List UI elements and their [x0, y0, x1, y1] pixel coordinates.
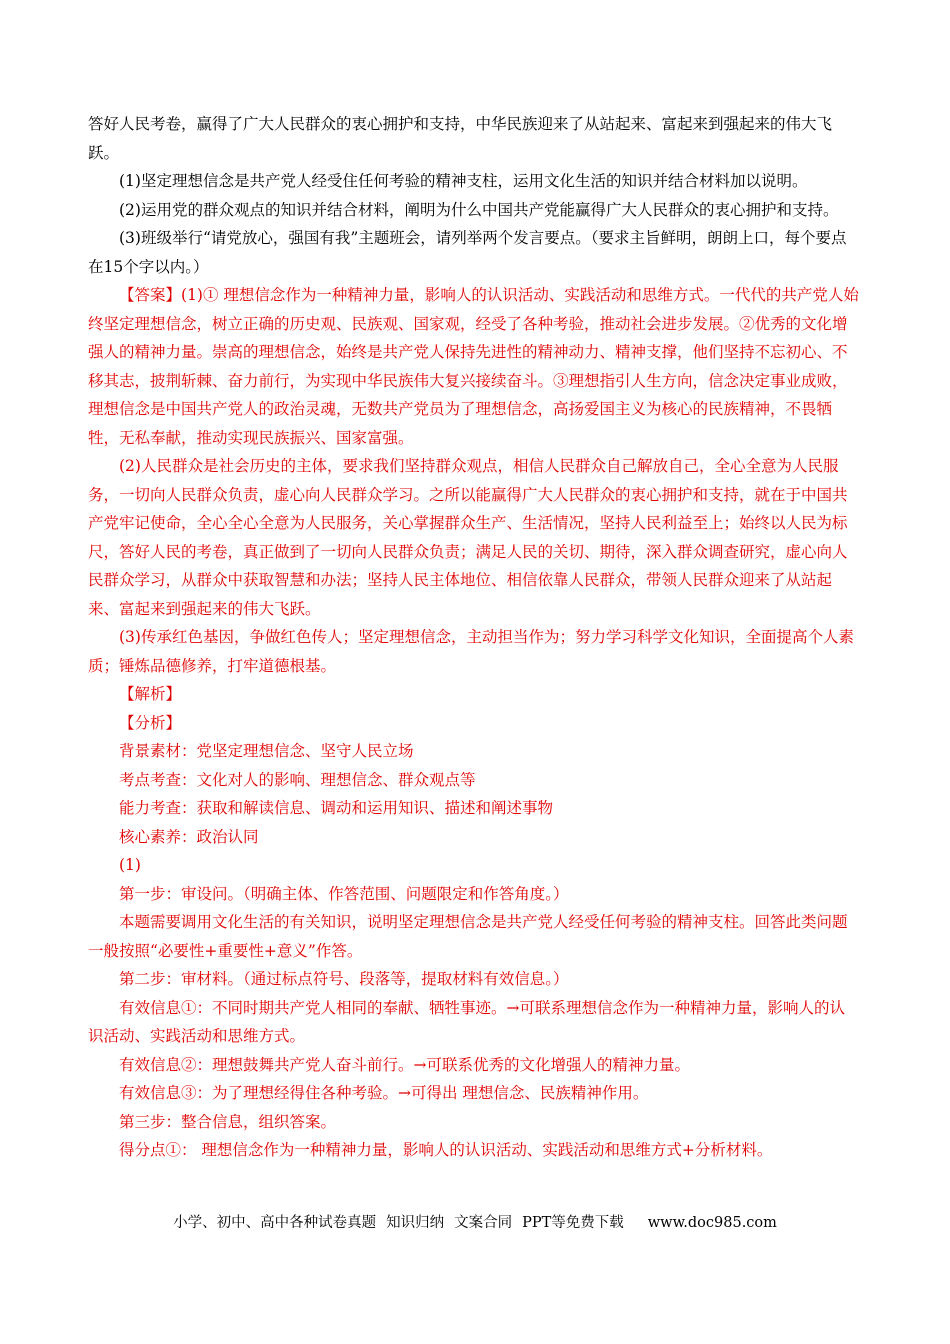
- exam-points: 考点考查：文化对人的影响、理想信念、群众观点等: [119, 770, 476, 789]
- analysis-label: 【解析】: [119, 685, 182, 703]
- step-3: 第三步：整合信息，组织答案。: [119, 1112, 337, 1131]
- step-1-detail: 本题需要调用文化生活的有关知识，说明坚定理想信念是共产党人经受任何考验的精神支柱。回答此类问题一般按照“必要性+重要性+意义”作答。: [88, 913, 848, 960]
- footer-part-2: 知识归纳: [386, 1215, 445, 1231]
- breakdown-label: 【分析】: [119, 713, 182, 732]
- info-3: 有效信息③：为了理想经得住各种考验。→可得出 理想信念、民族精神作用。: [119, 1084, 649, 1102]
- analysis-number-1: (1): [119, 856, 141, 874]
- answer-3: (3)传承红色基因，争做红色传人；坚定理想信念，主动担当作为；努力学习科学文化知识，全面提高个人素质；锤炼品德修养，打牢道德根基。: [88, 628, 854, 675]
- material-tail-line: 答好人民考卷，赢得了广大人民群众的衷心拥护和支持，中华民族迎来了从站起来、富起来到强起来的伟大飞跃。: [88, 115, 833, 162]
- footer-url[interactable]: www.doc985.com: [647, 1215, 777, 1231]
- answer-1-text: (1)① 理想信念作为一种精神力量，影响人的认识活动、实践活动和思维方式。一代代的共产党人始终坚定理想信念，树立正确的历史观、民族观、国家观，经受了各种考验，推动社会进步发展。②优秀的文化增强人的精神力量。崇高的理想信念，始终是共产党人保持先进性的精神动力、精神支撑，他们坚持不忘初心、不移其志，披荆斩棘、奋力前行，为实现中华民族伟大复兴接续奋斗。③理想指引人生方向，信念决定事业成败，理想信念是中国共产党人的政治灵魂，无数共产党员为了理想信念，高扬爱国主义为核心的民族精神，不畏牺牲，无私奉献，推动实现民族振兴、国家富强。: [88, 286, 859, 447]
- answer-label: 【答案】: [119, 286, 182, 304]
- document-body: [88, 110, 860, 1165]
- footer-part-4: PPT等免费下载: [522, 1215, 624, 1231]
- info-1: 有效信息①：不同时期共产党人相同的奉献、牺牲事迹。→可联系理想信念作为一种精神力量，影响人的认识活动、实践活动和思维方式。: [88, 998, 845, 1045]
- question-2: (2)运用党的群众观点的知识并结合材料，阐明为什么中国共产党能赢得广大人民群众的衷心拥护和支持。: [119, 200, 839, 219]
- footer-part-3: 文案合同: [454, 1215, 513, 1231]
- answer-1: [88, 281, 860, 452]
- step-1: 第一步：审设问。（明确主体、作答范围、问题限定和作答角度。）: [119, 884, 569, 903]
- ability-assessed: 能力考查：获取和解读信息、调动和运用知识、描述和阐述事物: [119, 799, 554, 817]
- question-1: (1)坚定理想信念是共产党人经受住任何考验的精神支柱，运用文化生活的知识并结合材料加以说明。: [119, 172, 808, 190]
- step-2: 第二步：审材料。（通过标点符号、段落等，提取材料有效信息。）: [119, 970, 569, 988]
- background-material: 背景素材：党坚定理想信念、坚守人民立场: [119, 742, 414, 760]
- info-2: 有效信息②：理想鼓舞共产党人奋斗前行。→可联系优秀的文化增强人的精神力量。: [119, 1055, 690, 1074]
- footer-part-1: 小学、初中、高中各种试卷真题: [173, 1215, 377, 1231]
- core-literacy: 核心素养：政治认同: [119, 827, 259, 846]
- page-footer: [0, 1212, 950, 1234]
- score-point-1: 得分点①： 理想信念作为一种精神力量，影响人的认识活动、实践活动和思维方式+分析材料。: [119, 1141, 773, 1159]
- question-3: (3)班级举行“请党放心，强国有我”主题班会，请列举两个发言要点。（要求主旨鲜明，朗朗上口，每个要点在15个字以内。）: [88, 229, 847, 276]
- answer-2: (2)人民群众是社会历史的主体，要求我们坚持群众观点，相信人民群众自己解放自己，全心全意为人民服务，一切向人民群众负责，虚心向人民群众学习。之所以能赢得广大人民群众的衷心拥护和支持，就在于中国共产党牢记使命，全心全心全意为人民服务，关心掌握群众生产、生活情况，坚持人民利益至上；始终以人民为标尺，答好人民的考卷，真正做到了一切向人民群众负责；满足人民的关切、期待，深入群众调查研究，虚心向人民群众学习，从群众中获取智慧和办法；坚持人民主体地位、相信依靠人民群众，带领人民群众迎来了从站起来、富起来到强起来的伟大飞跃。: [88, 457, 848, 618]
